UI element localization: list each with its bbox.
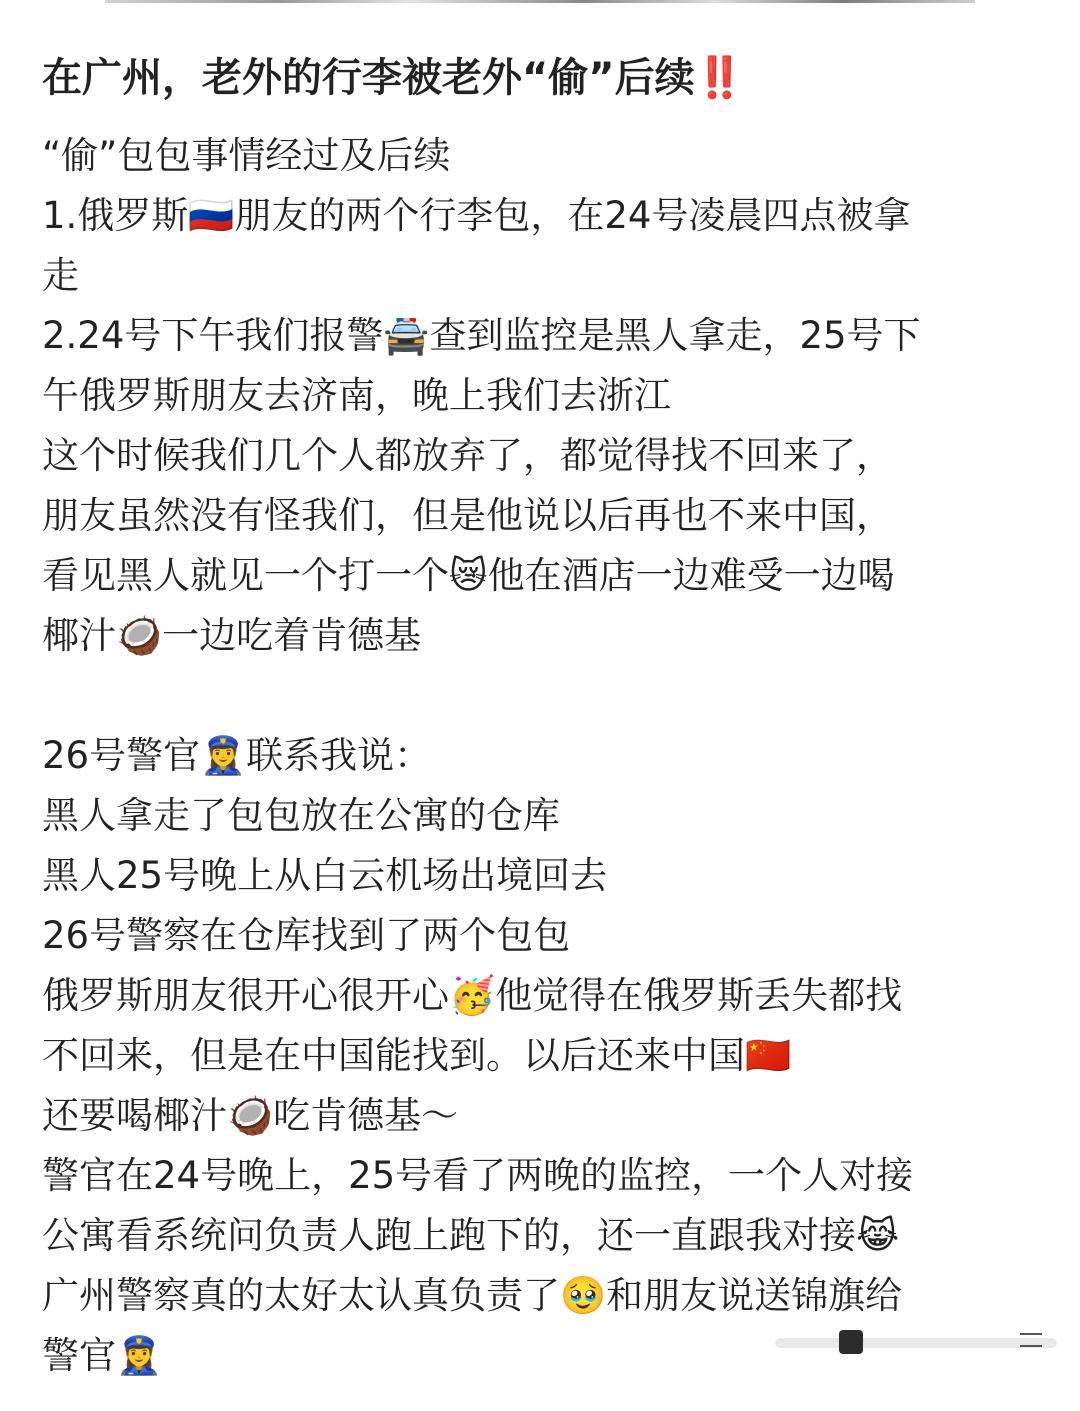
menu-icon	[1020, 1333, 1042, 1347]
body-line: 警官👮‍♀️	[42, 1334, 163, 1377]
body-line: 广州警察真的太好太认真负责了🥹和朋友说送锦旗给	[42, 1274, 903, 1317]
body-line: “偷”包包事情经过及后续	[42, 134, 451, 177]
body-line: 这个时候我们几个人都放弃了，都觉得找不回来了，	[42, 434, 893, 477]
body-line: 午俄罗斯朋友去济南，晚上我们去浙江	[42, 374, 671, 417]
body-line: 椰汁🥥一边吃着肯德基	[42, 614, 422, 657]
body-line: 看见黑人就见一个打一个😿他在酒店一边难受一边喝	[42, 554, 895, 597]
body-line: 26号警官👮‍♀️联系我说：	[42, 734, 432, 777]
post-body	[42, 126, 1042, 1386]
body-line: 黑人25号晚上从白云机场出境回去	[42, 854, 608, 897]
post-title: 在广州，老外的行李被老外“偷”后续‼️	[42, 55, 745, 101]
body-line: 朋友虽然没有怪我们，但是他说以后再也不来中国，	[42, 494, 893, 537]
body-line: 俄罗斯朋友很开心很开心🥳他觉得在俄罗斯丢失都找	[42, 974, 903, 1017]
watermark-bar	[775, 1338, 1057, 1348]
body-line: 警官在24号晚上，25号看了两晚的监控，一个人对接	[42, 1154, 914, 1197]
watermark-mark	[839, 1330, 863, 1354]
body-line: 公寓看系统问负责人跑上跑下的，还一直跟我对接😹	[42, 1214, 900, 1257]
watermark-logo	[775, 1328, 1057, 1358]
body-line: 1.俄罗斯🇷🇺朋友的两个行李包，在24号凌晨四点被拿	[42, 194, 911, 237]
top-image-strip	[105, 0, 975, 3]
body-line: 不回来，但是在中国能找到。以后还来中国🇨🇳	[42, 1034, 792, 1077]
body-line: 还要喝椰汁🥥吃肯德基～	[42, 1094, 459, 1137]
body-line: 26号警察在仓库找到了两个包包	[42, 914, 571, 957]
body-line: 走	[42, 254, 79, 297]
body-line: 黑人拿走了包包放在公寓的仓库	[42, 794, 560, 837]
blank-line	[42, 666, 1042, 726]
body-line: 2.24号下午我们报警🚔查到监控是黑人拿走，25号下	[42, 314, 921, 357]
